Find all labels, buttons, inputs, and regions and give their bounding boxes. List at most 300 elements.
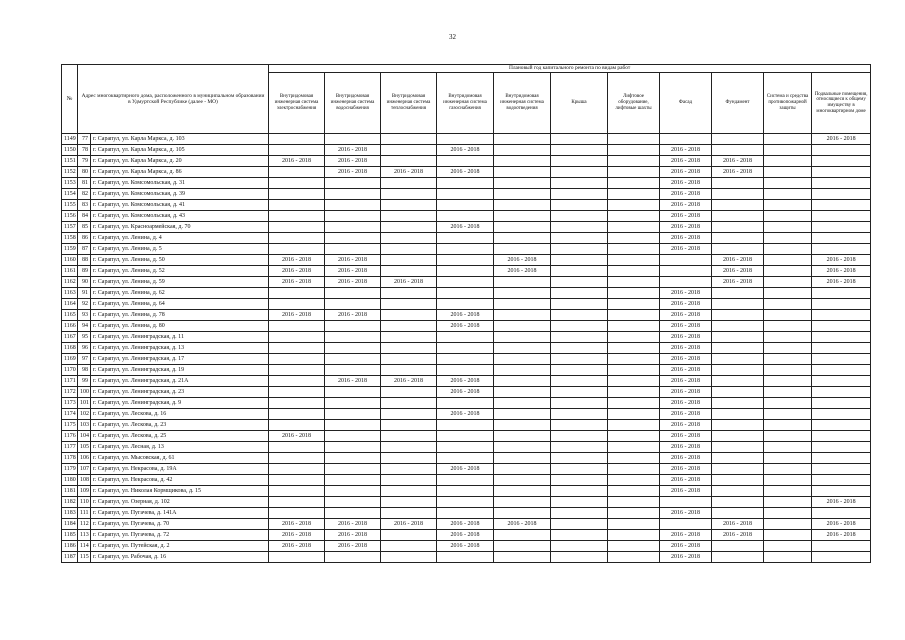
row-local-number: 95 [78,332,91,343]
row-value [381,178,437,189]
row-address: г. Сарапул, ул. Ленина, д. 78 [91,310,269,321]
row-value [712,189,764,200]
row-value [381,453,437,464]
row-address: г. Сарапул, ул. Ленина, д. 4 [91,233,269,244]
row-value [764,321,812,332]
row-value: 2016 - 2018 [269,156,325,167]
row-address: г. Сарапул, ул. Путейская, д. 2 [91,541,269,552]
row-address: г. Сарапул, ул. Ленинградская, д. 9 [91,398,269,409]
row-value [764,211,812,222]
row-value [494,233,551,244]
row-value: 2016 - 2018 [812,134,871,145]
row-value: 2016 - 2018 [812,266,871,277]
row-value [325,420,381,431]
row-value: 2016 - 2018 [325,277,381,288]
row-value [764,552,812,563]
row-value: 2016 - 2018 [712,167,764,178]
row-value [494,200,551,211]
row-value [325,134,381,145]
row-value [325,321,381,332]
row-value [381,233,437,244]
row-value [494,486,551,497]
row-index: 1171 [62,376,78,387]
row-value [494,442,551,453]
row-address: г. Сарапул, ул. Мысовская, д. 61 [91,453,269,464]
row-value [764,167,812,178]
row-value: 2016 - 2018 [437,541,494,552]
row-local-number: 110 [78,497,91,508]
row-value: 2016 - 2018 [269,431,325,442]
row-value [712,332,764,343]
row-value [269,167,325,178]
row-value [437,552,494,563]
row-local-number: 105 [78,442,91,453]
row-local-number: 93 [78,310,91,321]
row-value [381,398,437,409]
row-value [494,156,551,167]
row-value [494,277,551,288]
row-value [812,387,871,398]
row-value [381,211,437,222]
row-value [764,376,812,387]
row-address: г. Сарапул, ул. Лескова, д. 16 [91,409,269,420]
row-value [812,365,871,376]
table-row [62,266,871,277]
table-row [62,233,871,244]
row-value [608,398,660,409]
row-value: 2016 - 2018 [381,167,437,178]
table-row [62,409,871,420]
row-address: г. Сарапул, ул. Ленина, д. 5 [91,244,269,255]
row-local-number: 84 [78,211,91,222]
row-value: 2016 - 2018 [325,145,381,156]
row-value [812,475,871,486]
row-value [812,222,871,233]
row-local-number: 86 [78,233,91,244]
row-value [494,365,551,376]
row-value: 2016 - 2018 [660,288,712,299]
row-value [551,475,608,486]
row-value [551,343,608,354]
row-value [494,387,551,398]
table-row [62,321,871,332]
row-value [712,541,764,552]
row-value [660,266,712,277]
row-value [381,222,437,233]
row-value [660,497,712,508]
row-address: г. Сарапул, ул. Ленина, д. 52 [91,266,269,277]
row-value [325,332,381,343]
row-index: 1164 [62,299,78,310]
row-index: 1152 [62,167,78,178]
row-local-number: 89 [78,266,91,277]
row-value [551,200,608,211]
row-value [269,365,325,376]
row-value [269,178,325,189]
header-column: Лифтовое оборудование, лифтовые шахты [608,73,660,134]
row-value [494,398,551,409]
row-value [437,299,494,310]
row-value [608,442,660,453]
row-address: г. Сарапул, ул. Ленина, д. 62 [91,288,269,299]
row-value [712,244,764,255]
row-value [325,178,381,189]
row-value [551,167,608,178]
row-value [551,464,608,475]
row-value [608,486,660,497]
row-value [325,497,381,508]
row-address: г. Сарапул, ул. Ленина, д. 64 [91,299,269,310]
row-value [608,332,660,343]
row-value: 2016 - 2018 [660,508,712,519]
row-value [812,409,871,420]
row-value [812,508,871,519]
row-index: 1184 [62,519,78,530]
row-value [551,409,608,420]
row-value [494,332,551,343]
row-value [712,409,764,420]
row-index: 1158 [62,233,78,244]
row-index: 1167 [62,332,78,343]
row-local-number: 106 [78,453,91,464]
row-index: 1180 [62,475,78,486]
row-value [764,134,812,145]
row-value [325,354,381,365]
row-value [494,167,551,178]
row-value [764,266,812,277]
row-value [437,475,494,486]
row-value [494,354,551,365]
row-address: г. Сарапул, ул. Пугачева, д. 141А [91,508,269,519]
row-value [269,376,325,387]
row-value [608,255,660,266]
row-index: 1178 [62,453,78,464]
row-value [551,497,608,508]
row-local-number: 90 [78,277,91,288]
row-value: 2016 - 2018 [660,145,712,156]
row-value [494,530,551,541]
row-value [764,354,812,365]
row-address: г. Сарапул, ул. Ленина, д. 80 [91,321,269,332]
row-value [381,552,437,563]
row-value: 2016 - 2018 [269,530,325,541]
row-local-number: 102 [78,409,91,420]
row-value [381,420,437,431]
row-value [381,464,437,475]
row-value [494,376,551,387]
row-local-number: 98 [78,365,91,376]
row-address: г. Сарапул, ул. Карла Маркса, д. 103 [91,134,269,145]
row-value [764,365,812,376]
row-value [494,541,551,552]
row-local-number: 79 [78,156,91,167]
row-value [437,398,494,409]
row-index: 1156 [62,211,78,222]
row-value [551,178,608,189]
row-index: 1155 [62,200,78,211]
row-value: 2016 - 2018 [660,431,712,442]
row-value [381,442,437,453]
table-row [62,299,871,310]
row-value [608,387,660,398]
row-value [551,321,608,332]
row-value [381,310,437,321]
row-value [437,178,494,189]
row-value [437,200,494,211]
row-value: 2016 - 2018 [812,530,871,541]
row-value [551,376,608,387]
row-value [325,222,381,233]
row-value: 2016 - 2018 [494,255,551,266]
row-value [764,431,812,442]
row-local-number: 82 [78,189,91,200]
table-row [62,222,871,233]
row-value: 2016 - 2018 [660,442,712,453]
row-value [712,178,764,189]
row-value [269,398,325,409]
row-value [437,497,494,508]
row-value [381,497,437,508]
table-row [62,431,871,442]
row-value [551,134,608,145]
row-value [608,156,660,167]
table-row [62,530,871,541]
table-row [62,475,871,486]
row-value [764,453,812,464]
row-value [269,145,325,156]
row-value: 2016 - 2018 [660,321,712,332]
row-value: 2016 - 2018 [660,354,712,365]
row-value [812,486,871,497]
row-value [269,299,325,310]
row-value: 2016 - 2018 [812,277,871,288]
row-local-number: 114 [78,541,91,552]
row-value [764,288,812,299]
row-value: 2016 - 2018 [660,387,712,398]
row-value [764,200,812,211]
row-value [608,134,660,145]
row-value: 2016 - 2018 [660,222,712,233]
row-value [764,156,812,167]
row-value: 2016 - 2018 [269,310,325,321]
row-value [269,497,325,508]
table-row [62,420,871,431]
table-row [62,486,871,497]
row-value [494,508,551,519]
row-value [494,497,551,508]
row-value [269,552,325,563]
row-value [764,420,812,431]
row-address: г. Сарапул, ул. Красноармейская, д. 70 [91,222,269,233]
row-value [608,453,660,464]
row-value [551,530,608,541]
row-value [608,145,660,156]
row-value [381,189,437,200]
header-column: Внутридомовая инженерная система водоснабжения [325,73,381,134]
row-value: 2016 - 2018 [660,475,712,486]
row-value: 2016 - 2018 [437,145,494,156]
row-value [269,244,325,255]
row-value [381,475,437,486]
row-value: 2016 - 2018 [712,266,764,277]
row-value [608,365,660,376]
row-address: г. Сарапул, ул. Карла Маркса, д. 20 [91,156,269,167]
row-value [608,178,660,189]
row-value: 2016 - 2018 [660,310,712,321]
row-value [764,277,812,288]
row-value: 2016 - 2018 [712,255,764,266]
row-value [269,233,325,244]
row-address: г. Сарапул, ул. Комсомольская, д. 41 [91,200,269,211]
row-index: 1159 [62,244,78,255]
table-row [62,519,871,530]
row-value [269,200,325,211]
row-value [269,508,325,519]
header-column: Система и средства противопожарной защиты [764,73,812,134]
row-value [551,453,608,464]
row-value [269,321,325,332]
row-address: г. Сарапул, ул. Ленина, д. 50 [91,255,269,266]
header-column: Фундамент [712,73,764,134]
row-value [660,277,712,288]
row-value [381,255,437,266]
table-row [62,277,871,288]
row-value: 2016 - 2018 [660,332,712,343]
row-value [660,134,712,145]
row-value [608,420,660,431]
row-value [551,431,608,442]
row-value [812,332,871,343]
row-value: 2016 - 2018 [269,519,325,530]
row-value [712,299,764,310]
row-value: 2016 - 2018 [325,156,381,167]
row-value [494,420,551,431]
row-index: 1172 [62,387,78,398]
row-value [764,233,812,244]
row-value: 2016 - 2018 [660,211,712,222]
row-value [712,497,764,508]
row-value [764,508,812,519]
row-value [712,288,764,299]
row-value [551,233,608,244]
row-value [381,354,437,365]
table-row [62,398,871,409]
row-local-number: 88 [78,255,91,266]
row-value [325,288,381,299]
row-value: 2016 - 2018 [660,420,712,431]
row-local-number: 115 [78,552,91,563]
row-local-number: 91 [78,288,91,299]
row-value: 2016 - 2018 [437,409,494,420]
row-value [712,442,764,453]
row-local-number: 80 [78,167,91,178]
row-value [608,288,660,299]
row-value [608,211,660,222]
row-value [712,233,764,244]
row-value: 2016 - 2018 [660,376,712,387]
row-value [325,475,381,486]
row-value: 2016 - 2018 [437,222,494,233]
row-value [325,387,381,398]
row-value [551,398,608,409]
row-value [437,453,494,464]
row-value [325,244,381,255]
row-local-number: 99 [78,376,91,387]
row-value [381,387,437,398]
row-value [325,409,381,420]
row-address: г. Сарапул, ул. Николая Кормщикова, д. 15 [91,486,269,497]
row-value [812,453,871,464]
row-address: г. Сарапул, ул. Ленинградская, д. 23 [91,387,269,398]
row-value [712,431,764,442]
row-value [551,288,608,299]
row-value: 2016 - 2018 [269,255,325,266]
row-value [269,288,325,299]
row-value [608,431,660,442]
table-row [62,134,871,145]
row-value [551,420,608,431]
row-value [551,222,608,233]
row-value [764,387,812,398]
row-value [712,398,764,409]
row-address: г. Сарапул, ул. Комсомольская, д. 39 [91,189,269,200]
row-value [764,464,812,475]
table-row [62,541,871,552]
row-value [437,332,494,343]
row-value [812,288,871,299]
table-row [62,211,871,222]
row-value [712,343,764,354]
row-value: 2016 - 2018 [660,244,712,255]
row-value [764,398,812,409]
row-value [381,343,437,354]
row-value [812,321,871,332]
row-local-number: 111 [78,508,91,519]
row-value: 2016 - 2018 [381,277,437,288]
row-index: 1170 [62,365,78,376]
row-value: 2016 - 2018 [660,178,712,189]
row-index: 1149 [62,134,78,145]
row-value [551,156,608,167]
row-address: г. Сарапул, ул. Пугачева, д. 70 [91,519,269,530]
row-value: 2016 - 2018 [712,277,764,288]
row-value [608,233,660,244]
header-column: Крыша [551,73,608,134]
row-local-number: 101 [78,398,91,409]
row-value [812,200,871,211]
row-value [764,486,812,497]
row-index: 1177 [62,442,78,453]
row-value [551,541,608,552]
row-index: 1182 [62,497,78,508]
row-local-number: 112 [78,519,91,530]
row-value [437,233,494,244]
table-row [62,508,871,519]
row-value [712,464,764,475]
row-value [551,519,608,530]
row-value: 2016 - 2018 [437,387,494,398]
row-value: 2016 - 2018 [269,266,325,277]
row-local-number: 113 [78,530,91,541]
row-value: 2016 - 2018 [437,167,494,178]
table-row [62,552,871,563]
row-value: 2016 - 2018 [712,530,764,541]
row-local-number: 94 [78,321,91,332]
row-value [812,178,871,189]
header-column: Внутридомовая инженерная система водоотведения [494,73,551,134]
table-row [62,244,871,255]
row-value [494,552,551,563]
